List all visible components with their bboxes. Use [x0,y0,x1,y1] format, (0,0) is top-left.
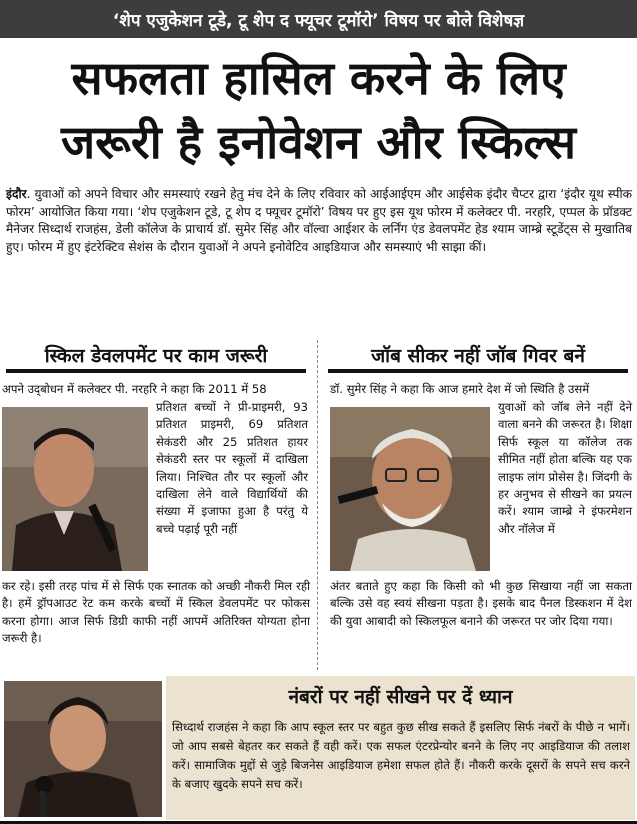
column-divider [317,340,318,670]
headline-line-2: जरूरी है इनोवेशन और स्किल्स [61,115,576,169]
section1-text-end: कर रहे। इसी तरह पांच में से सिर्फ एक स्नातक को अच्छी नौकरी मिल रही है। हमें ड्रॉपआउट रेट कम करके बच्चों में स्किल डेवलपमेंट पर फोकस करना होगा। आज सिर्फ डिग्री काफी नहीं आपमें अतिरिक्त योग्यता होना जरूरी है। [2,579,310,646]
kicker-banner [0,0,637,38]
speaker-photo [4,681,162,817]
collector-photo-art [2,407,148,571]
section2-text-end: अंतर बताते हुए कहा कि किसी को भी कुछ सिखाया नहीं जा सकता बल्कि उसे वह स्वयं सीखना पड़ता है। इसके बाद पैनल डिस्कशन में देश की युवा आबादी को स्किलफूल बनाने की जरूरत पर जोर दिया गया। [330,579,632,628]
main-headline [0,46,637,174]
section2-text-lead: डॉ. सुमेर सिंह ने कहा कि आज हमारे देश में जो स्थिति है उसमें [330,382,590,396]
kicker-text: ‘शेप एजुकेशन टूडे, टू शेप द फ्यूचर टूमॉरो’ विषय पर बोले विशेषज्ञ [112,10,525,31]
dateline-place: इंदौर [6,187,27,201]
speaker-photo-art [4,681,162,817]
section1-heading: स्किल डेवलपमेंट पर काम जरूरी [6,343,306,373]
intro-paragraph [6,186,632,256]
headline-line-1: सफलता हासिल करने के लिए [71,51,566,105]
principal-photo [330,407,490,571]
section2-heading: जॉब सीकर नहीं जॉब गिवर बनें [328,343,628,373]
section1-text-wrap: प्रतिशत बच्चों ने प्री-प्राइमरी, 93 प्रतिशत प्राइमरी, 69 प्रतिशत सेकंडरी और 25 प्रतिशत हायर सेकंडरी स्तर पर स्कूलों में दाखिला लिया। निश्चित तौर पर स्कूलों और दाखिला लेने वाले विद्यार्थियों की संख्या में इजाफा हुआ है परंतु ये बच्चे पढ़ाई पूरी नहीं [156,400,308,536]
section2-text-wrap: युवाओं को जॉब लेने नहीं देने वाला बनने की जरूरत है। शिक्षा सिर्फ स्कूल या कॉलेज तक सीमित नहीं होता बल्कि यह एक लाइफ लांग प्रोसेस है। जिंदगी के हर अनुभव से सीखने का प्रयत्न करें। श्याम जाम्ब्रे ने इंफरमेशन और नॉलेज में [498,400,632,536]
section3-heading: नंबरों पर नहीं सीखने पर दें ध्यान [288,686,513,708]
section1-text-lead: अपने उद्‌बोधन में कलेक्टर पी. नरहरि ने कहा कि 2011 में 58 [2,382,267,396]
principal-photo-art [330,407,490,571]
section3-text: सिध्दार्थ राजहंस ने कहा कि आप स्कूल स्तर पर बहुत कुछ सीख सकते हैं इसलिए सिर्फ नंबरों के पीछे न भागें। जो आप सबसे बेहतर कर सकते हैं वही करें। एक सफल एंटरप्रेन्योर बनने के लिए नए आइडियाज की तलाश करें। सामाजिक मुद्दों से जुड़े बिजनेस आइडियाज हमेशा सफल होते हैं। नौकरी करके दूसरों के सपने सच करने के बजाए खुदके सपने सच करें। [172,720,630,791]
collector-photo [2,407,148,571]
intro-text: . युवाओं को अपने विचार और समस्याएं रखने हेतु मंच देने के लिए रविवार को आईआईएम और आईसेक इंदौर चैप्टर द्वारा ‘इंदौर यूथ स्पीक फोरम’ आयोजित किया गया। ‘शेप एजुकेशन टूडे, टू शेप द फ्यूचर टूमॉरो’ विषय पर हुए इस यूथ फोरम में कलेक्टर पी. नरहरि, एप्पल के प्रॉडक्ट मैनेजर सिध्दार्थ राजहंस, डेली कॉलेज के प्राचार्य डॉ. सुमेर सिंह और वॉल्वा आईशर के लर्निंग एंड डेवलपमेंट हेड श्याम जाम्ब्रे स्टूडेंट्स से मुखातिब हुए। फोरम में हुए इंटरेक्टिव सेशंस के दौरान युवाओं ने अपने इनोवेटिव आइडियाज और समस्याएं भी साझा कीं। [6,187,632,254]
